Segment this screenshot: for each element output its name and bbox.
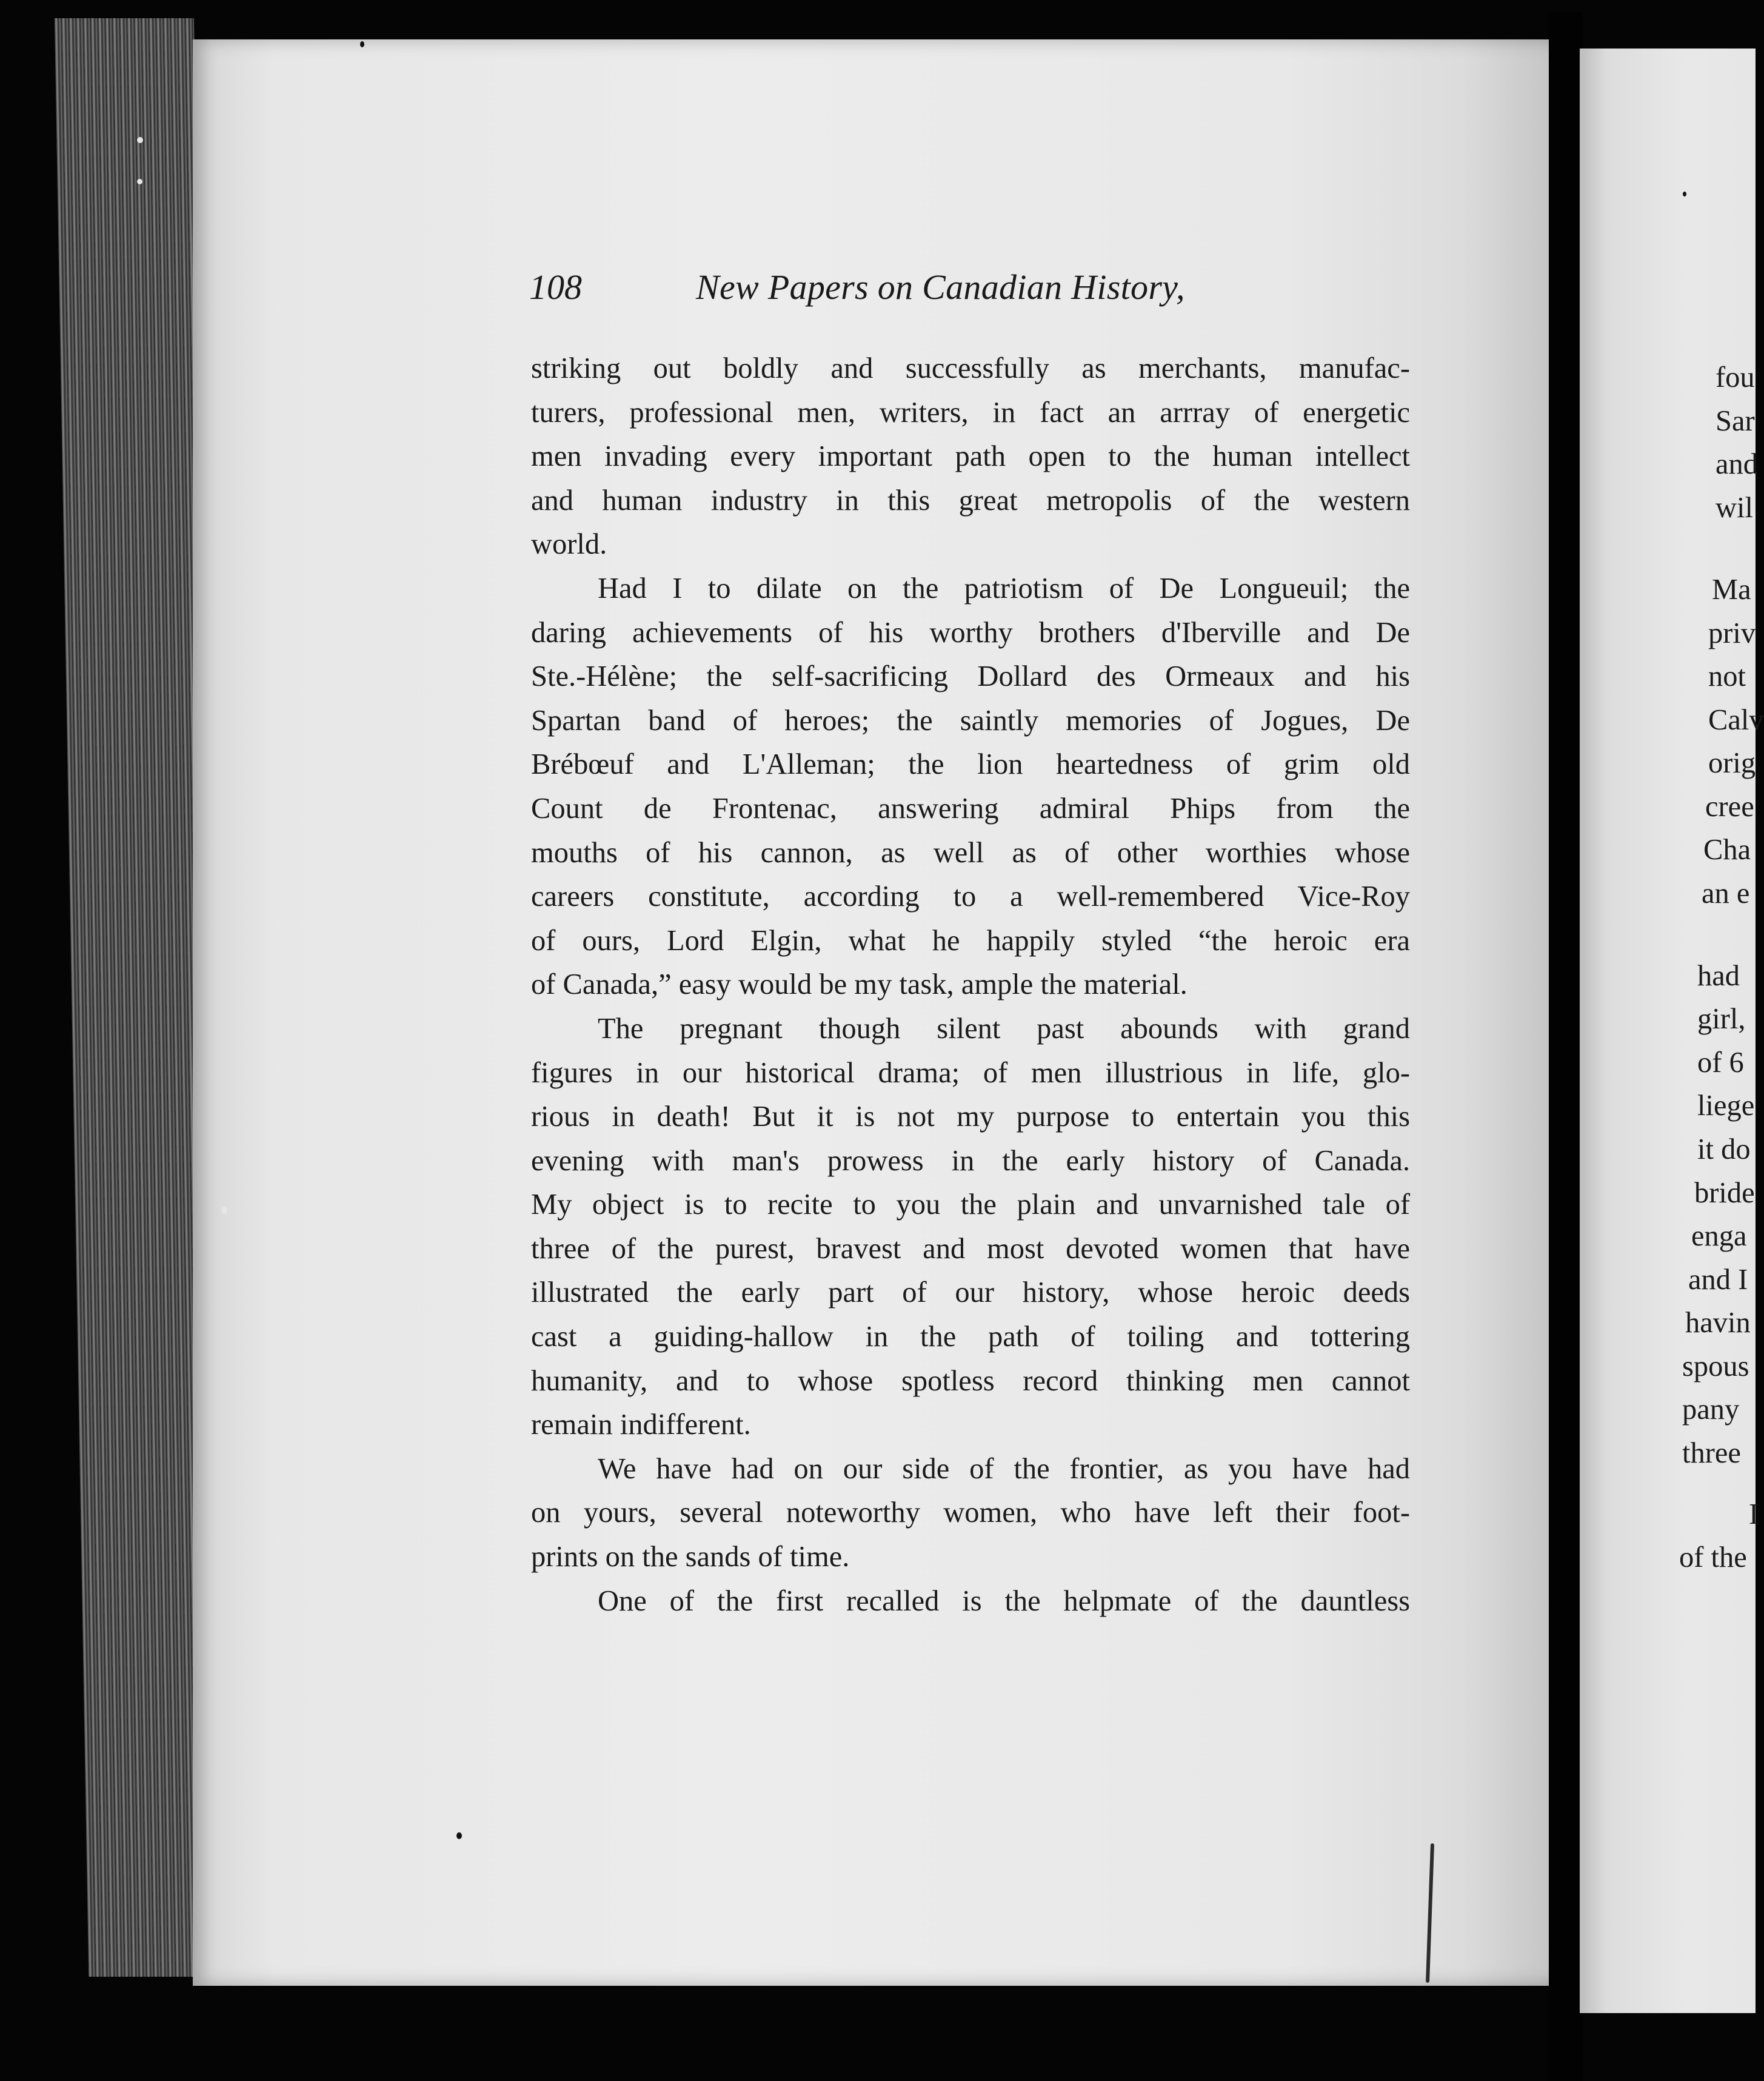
right-page-fragment: of 6 — [1697, 1047, 1744, 1079]
right-page-fragment: three — [1682, 1437, 1741, 1469]
text-line: illustrated the early part of our history, whose heroic deeds — [531, 1276, 1410, 1309]
right-page-fragment: liege — [1697, 1090, 1755, 1122]
text-line: world. — [531, 528, 607, 561]
text-line: remain indifferent. — [531, 1409, 751, 1441]
right-page-fragment: I — [1749, 1498, 1759, 1530]
text-line: Spartan band of heroes; the saintly memories of Jogues, De — [531, 704, 1410, 737]
text-line: mouths of his cannon, as well as of other worthies whose — [531, 836, 1410, 869]
text-line: One of the first recalled is the helpmate of the dauntless — [598, 1584, 1410, 1617]
right-page-fragment: enga — [1691, 1220, 1747, 1252]
text-line: Ste.-Hélène; the self-sacrificing Dollard des Ormeaux and his — [531, 660, 1410, 693]
text-line: striking out boldly and successfully as merchants, manufac- — [531, 352, 1410, 384]
right-page-fragment: Sar — [1716, 405, 1755, 437]
right-page-fragment: bride — [1694, 1177, 1755, 1209]
dust-speck — [456, 1832, 462, 1839]
dust-speck — [1683, 192, 1686, 196]
text-line: turers, professional men, writers, in fact an arrray of energetic — [531, 396, 1410, 429]
right-page-fragment: girl, — [1697, 1003, 1746, 1035]
text-line: Brébœuf and L'Alleman; the lion heartedness of grim old — [531, 748, 1410, 781]
text-line: of Canada,” easy would be my task, ample the material. — [531, 968, 1188, 1001]
text-line: humanity, and to whose spotless record thinking men cannot — [531, 1364, 1410, 1397]
dust-speck — [137, 179, 142, 184]
running-title: New Papers on Canadian History, — [696, 267, 1185, 307]
right-page-fragment: and I — [1688, 1264, 1748, 1296]
text-line: We have had on our side of the frontier, as you have had — [598, 1452, 1410, 1485]
text-line: The pregnant though silent past abounds with grand — [598, 1012, 1410, 1045]
page-number: 108 — [529, 267, 582, 307]
text-line: Had I to dilate on the patriotism of De Longueuil; the — [598, 572, 1410, 605]
dust-speck — [221, 1207, 227, 1214]
text-line: prints on the sands of time. — [531, 1541, 850, 1573]
right-page-fragment: and — [1716, 448, 1759, 480]
text-line: rious in death! But it is not my purpose to entertain you this — [531, 1101, 1410, 1133]
running-head — [529, 255, 1305, 321]
dust-speck — [360, 41, 364, 47]
right-page-fragment: pany — [1682, 1393, 1740, 1426]
right-page-fragment: fou — [1716, 361, 1755, 394]
right-page-fragment: had — [1697, 960, 1740, 992]
text-line: figures in our historical drama; of men illustrious in life, glo- — [531, 1056, 1410, 1089]
right-page-fragment: orig — [1708, 747, 1756, 779]
right-page-fragment: cree — [1705, 791, 1754, 823]
text-line: careers constitute, according to a well-remembered Vice-Roy — [531, 880, 1410, 913]
text-line: men invading every important path open to the human intellect — [531, 440, 1410, 473]
body-text — [531, 347, 1410, 1623]
right-page-fragment: wil — [1716, 492, 1753, 524]
text-line: daring achievements of his worthy brothers d'Iberville and De — [531, 616, 1410, 649]
right-page-fragment: Cha — [1703, 834, 1751, 866]
right-page-fragment: it do — [1697, 1133, 1751, 1165]
text-line: My object is to recite to you the plain and unvarnished tale of — [531, 1188, 1410, 1221]
right-page-fragment: Ma — [1712, 574, 1751, 606]
text-line: on yours, several noteworthy women, who have left their foot- — [531, 1496, 1410, 1529]
right-page-fragment: of the — [1679, 1541, 1747, 1573]
right-page-fragment: Calv — [1708, 704, 1764, 736]
text-line: cast a guiding-hallow in the path of toiling and tottering — [531, 1321, 1410, 1353]
right-page-fragment: an e — [1702, 877, 1750, 910]
right-page-fragment: not — [1708, 660, 1746, 692]
text-line: of ours, Lord Elgin, what he happily styled “the heroic era — [531, 924, 1410, 957]
right-page-fragment: havin — [1685, 1307, 1751, 1339]
right-page-fragment: spous — [1682, 1350, 1749, 1382]
dust-speck — [137, 137, 143, 143]
book-gutter — [1549, 12, 1582, 2081]
text-line: Count de Frontenac, answering admiral Phips from the — [531, 792, 1410, 825]
text-line: evening with man's prowess in the early history of Canada. — [531, 1144, 1410, 1177]
text-line: and human industry in this great metropolis of the western — [531, 484, 1410, 517]
right-page-fragment: priv — [1708, 617, 1756, 649]
text-line: three of the purest, bravest and most devoted women that have — [531, 1232, 1410, 1265]
